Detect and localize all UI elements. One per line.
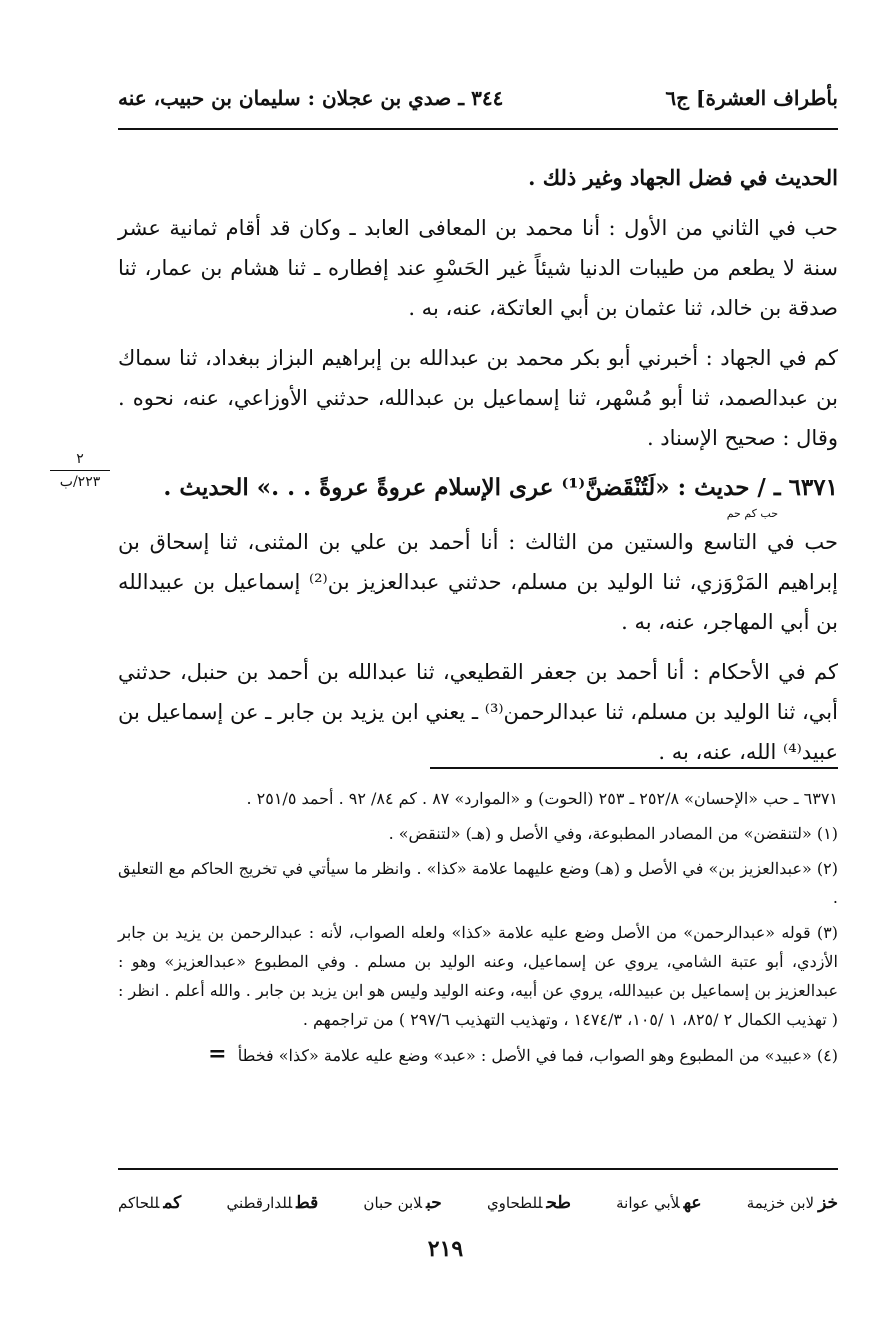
folio-leaf: ٢٢٣/ب <box>59 474 101 490</box>
abbreviation-item: قطللدارقطني <box>226 1193 319 1213</box>
abbreviation-item: حبلابن حبان <box>363 1193 442 1213</box>
abbreviation-item: عهلأبي عوانة <box>616 1193 702 1213</box>
folio-number: ٢ <box>76 451 84 467</box>
abbreviation-item: طحللطحاوي <box>486 1193 571 1213</box>
header-volume-title: بأطراف العشرة] ج٦ <box>665 86 838 110</box>
body-paragraph: الحديث في فضل الجهاد وغير ذلك . <box>528 165 838 190</box>
footnotes <box>118 784 838 1076</box>
footnote-item: (١) «لتنقضن» من المصادر المطبوعة، وفي الأصل و (هـ) «لتنقض» . <box>388 824 838 843</box>
body-paragraph: حب في التاسع والستين من الثالث : أنا أحمد بن علي بن المثنى، ثنا إسحاق بن إبراهيم المَرْوَزي، ثنا الوليد بن مسلم، حدثني عبدالعزيز بن⁽²⁾ إسماعيل بن عبيدالله بن أبي المهاجر، عنه، به . <box>118 530 838 634</box>
header-rule <box>118 128 838 130</box>
page-number: ٢١٩ <box>427 1236 464 1262</box>
manuscript-folio-note <box>40 450 120 491</box>
footnote-item: (٣) قوله «عبدالرحمن» من الأصل وضع عليه علامة «كذا» ولعله الصواب، لأنه : عبدالرحمن بن يزيد بن جابر الأزدي، أبو عتبة الشامي، يروي عن إسماعيل، وعنه الوليد بن مسلم . وفي المطبوع «عبدالعزيز» وهو : عبدالعزيز بن إسماعيل بن عبيدالله، يروي عن أبيه، وعنه الوليد وليس هو ابن يزيد بن جابر . والله أعلم . انظر : ( تهذيب الكمال ٢ /٨٢٥، ١ /١٠٥، ١٤٧٤/٣ ، وتهذيب التهذيب ٢٩٧/٦ ) من تراجمهم . <box>118 923 838 1029</box>
abbreviation-item: كمللحاكم <box>118 1193 182 1213</box>
footnote-item: (٢) «عبدالعزيز بن» في الأصل و (هـ) وضع عليهما علامة «كذا» . وانظر ما سيأتي في تخريج الحاكم مع التعليق . <box>118 859 838 907</box>
abbreviation-rule <box>118 1168 838 1170</box>
body-paragraph: حب في الثاني من الأول : أنا محمد بن المعافى العابد ـ وكان قد أقام ثمانية عشر سنة لا يطعم من طيبات الدنيا شيئاً غير الحَسْوِ عند إفطاره ـ ثنا هشام بن عمار، ثنا صدقة بن خالد، ثنا عثمان بن أبي العاتكة، عنه، به . <box>118 216 838 320</box>
folio-divider <box>50 470 110 471</box>
footnote-item <box>118 1040 838 1070</box>
source-codes: حب كم حم <box>726 507 778 520</box>
header-section-title: ٣٤٤ ـ صدي بن عجلان : سليمان بن حبيب، عنه <box>118 86 504 110</box>
footnote-source: ٦٣٧١ ـ حب «الإحسان» ٢٥٢/٨ ـ ٢٥٣ (الحوت) و «الموارد» ٨٧ . كم ٨٤/ ٩٢ . أحمد ٢٥١/٥ . <box>246 789 838 808</box>
body-paragraph: كم في الجهاد : أخبرني أبو بكر محمد بن عبدالله بن إبراهيم البزاز ببغداد، ثنا سماك بن عبدالصمد، ثنا أبو مُسْهر، ثنا إسماعيل بن عبدالله، حدثني الأوزاعي، عنه، نحوه . وقال : صحيح الإسناد . <box>118 346 838 450</box>
abbreviation-item: خزلابن خزيمة <box>746 1193 838 1213</box>
continuation-mark: = <box>208 1041 227 1067</box>
main-text <box>118 158 838 782</box>
footnote-text: (٤) «عبيد» من المطبوع وهو الصواب، فما في الأصل : «عبد» وضع عليه علامة «كذا» فخطأ <box>237 1046 838 1065</box>
abbreviation-key <box>118 1188 838 1218</box>
footnote-rule <box>430 767 838 769</box>
hadith-heading: ٦٣٧١ ـ / حديث : «لَتُنْقَضنَّ⁽¹⁾ عرى الإسلام عروةً عروةً . . .» الحديث . <box>163 474 838 501</box>
body-paragraph: كم في الأحكام : أنا أحمد بن جعفر القطيعي، ثنا عبدالله بن أحمد بن حنبل، حدثني أبي، ثنا الوليد بن مسلم، ثنا عبدالرحمن⁽³⁾ ـ يعني ابن يزيد بن جابر ـ عن إسماعيل بن عبيد⁽⁴⁾ الله، عنه، به . <box>118 660 838 764</box>
running-header <box>118 78 838 118</box>
